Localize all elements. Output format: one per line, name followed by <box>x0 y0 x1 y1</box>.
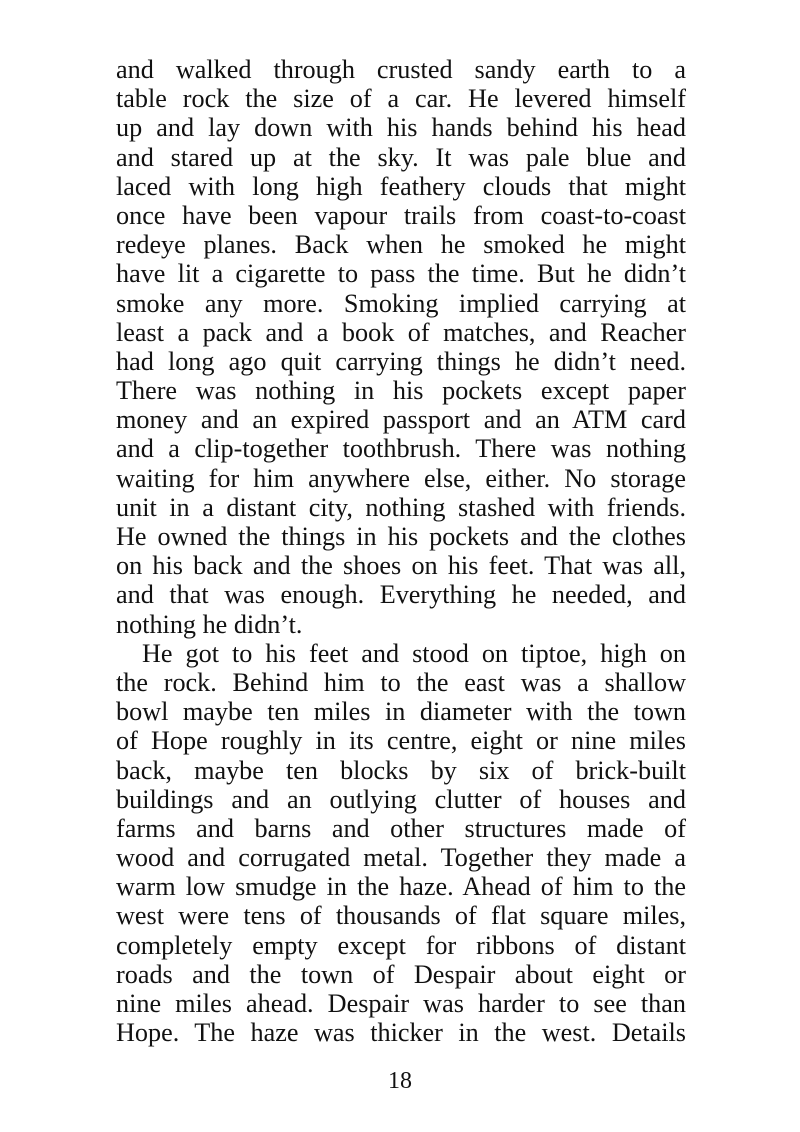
text-line: farms and barns and other structures made of <box>116 813 686 843</box>
text-line: warm low smudge in the haze. Ahead of him to the <box>116 872 686 902</box>
text-line: table rock the size of a car. He levered himself <box>116 84 686 114</box>
text-line: up and lay down with his hands behind his head <box>116 113 686 143</box>
text-line: nine miles ahead. Despair was harder to see than <box>116 989 686 1018</box>
text-line: roads and the town of Despair about eight or <box>116 959 686 989</box>
page-number: 18 <box>388 1068 412 1094</box>
text-line: He got to his feet and stood on tiptoe, high on <box>142 638 686 668</box>
text-line: and walked through crusted sandy earth to a <box>116 55 686 84</box>
text-line: unit in a distant city, nothing stashed with friends. <box>116 492 686 522</box>
text-line: had long ago quit carrying things he didn’t need. <box>116 346 686 376</box>
text-line: the rock. Behind him to the east was a shallow <box>116 667 686 697</box>
text-line: least a pack and a book of matches, and Reacher <box>116 317 686 347</box>
text-line: wood and corrugated metal. Together they made a <box>116 843 686 873</box>
text-line: redeye planes. Back when he smoked he might <box>116 230 686 260</box>
text-line: He owned the things in his pockets and the clothes <box>116 522 686 551</box>
text-line: smoke any more. Smoking implied carrying at <box>116 288 686 318</box>
text-line: back, maybe ten blocks by six of brick-built <box>116 755 686 785</box>
text-line: of Hope roughly in its centre, eight or nine miles <box>116 726 686 756</box>
text-line: once have been vapour trails from coast-to-coast <box>116 200 686 230</box>
text-line: completely empty except for ribbons of distant <box>116 930 686 960</box>
text-line: west were tens of thousands of flat square miles, <box>116 901 686 931</box>
text-line: There was nothing in his pockets except paper <box>116 376 686 406</box>
text-line: and stared up at the sky. It was pale blue and <box>116 142 686 172</box>
text-line: nothing he didn’t. <box>116 609 303 639</box>
text-line: Hope. The haze was thicker in the west. Details <box>116 1018 686 1048</box>
text-line: and that was enough. Everything he needed, and <box>116 580 686 610</box>
text-line: buildings and an outlying clutter of houses and <box>116 784 686 814</box>
text-line: have lit a cigarette to pass the time. But he didn’t <box>116 259 686 289</box>
body-text <box>116 55 686 1047</box>
text-line: money and an expired passport and an ATM card <box>116 405 686 435</box>
text-line: waiting for him anywhere else, either. No storage <box>116 463 686 493</box>
text-line: bowl maybe ten miles in diameter with the town <box>116 697 686 727</box>
text-line: laced with long high feathery clouds that might <box>116 171 686 201</box>
text-line: and a clip-together toothbrush. There was nothing <box>116 434 686 464</box>
text-line: on his back and the shoes on his feet. That was all, <box>116 551 686 581</box>
